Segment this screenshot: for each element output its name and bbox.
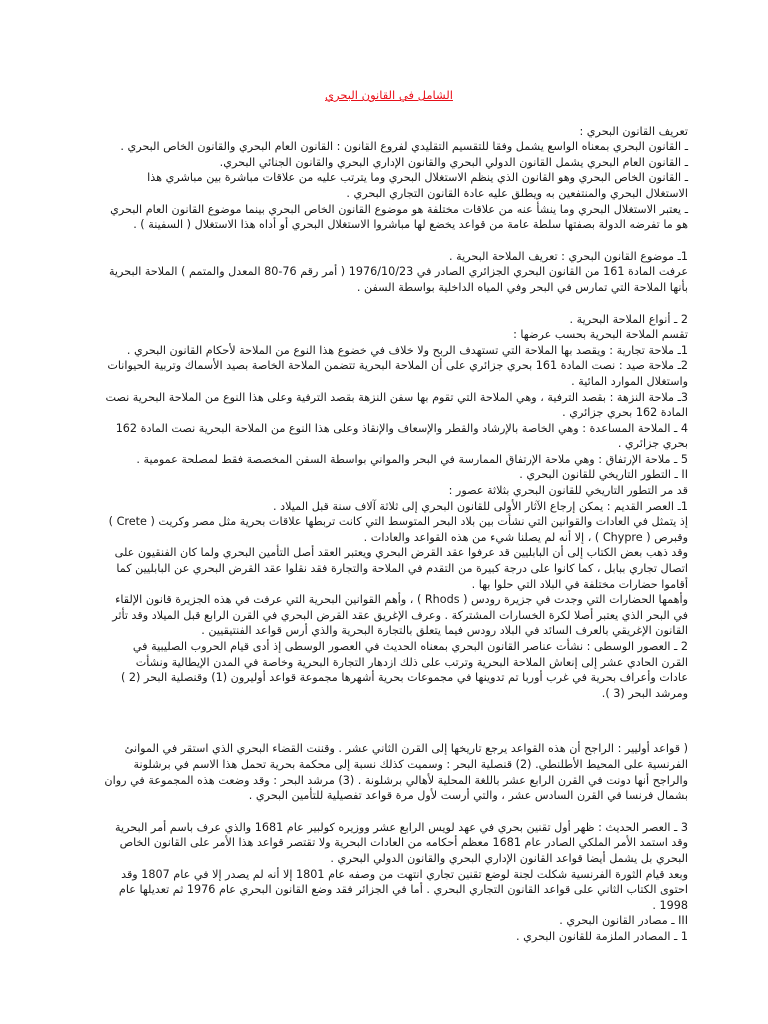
text-line: ـ القانون العام البحري يشمل القانون الدولي البحري والقانون الإداري البحري والقانون الجنائي البحري. <box>219 155 688 169</box>
text-line: 1ـ موضوع القانون البحري : تعريف الملاحة البحرية . <box>449 249 688 263</box>
text-line: 1ـ ملاحة تجارية : ويقصد بها الملاحة التي تستهدف الربح ولا خلاف في خضوع هذا النوع من الملاحة لأحكام القانون البحري . <box>126 343 688 357</box>
text-line: وأهمها الحضارات التي وجدت في جزيرة رودس ( Rhods ) ، وأهم القوانين البحرية التي عرفت في هذه الجزيرة قانون الإلقاء <box>115 593 688 607</box>
text-line: اتصال تجاري ببابل ، كما كانوا على درجة كبيرة من التقدم في الملاحة والتجارة فقد نقلوا عقد القرض البحري عن البابليين كما <box>116 562 688 576</box>
text-line: عادات وأعراف بحرية في غرب أوربا تم تدوينها في مجموعات بحرية أشهرها مجموعة قواعد أوليرون (1) وقنصلية البحر (2 ) <box>120 671 688 685</box>
paragraph-gap <box>90 701 688 741</box>
text-line: ـ يعتبر الاستغلال البحري وما ينشأ عنه من علاقات مختلفة هو موضوع القانون الخاص البحري بينما موضوع القانون العام البحري <box>110 202 688 216</box>
text-line: وقد استمد الأمر الملكي الصادر عام 1681 معظم أحكامه من العادات البحرية ولا تقتصر قواعد هذا الأمر على القانون الخاص <box>119 836 688 850</box>
text-line: 2ـ ملاحة صيد : نصت المادة 161 بحري جزائري على أن الملاحة البحرية تتضمن الملاحة الخاصة بصيد الأسماك وتربية الحيوانات <box>107 359 688 373</box>
paragraph-gap <box>90 233 688 249</box>
text-line: 5 ـ ملاحة الإرتفاق : وهي ملاحة الإرتفاق الممارسة في البحر والمواني بواسطة السفن المخصصة فقط لمصلحة عمومية . <box>136 452 688 466</box>
document-page <box>90 88 688 945</box>
text-line: 2 ـ العصور الوسطى : نشأت عناصر القانون البحري بمعناه الحديث في العصور الوسطى إذ أدى قيام الحروب الصليبية في <box>132 640 688 653</box>
text-line: أقاموا حضارات مختلفة في البلاد التي حلوا بها . <box>471 577 688 591</box>
text-line: احتوى الكتاب الثاني على قواعد القانون التجاري البحري . أما في الجزائر فقد وضع القانون البحري عام 1976 ثم تعديلها عام <box>118 883 688 897</box>
text-line: 3ـ ملاحة النزهة : بقصد الترفية ، وهي الملاحة التي تقوم بها سفن النزهة بقصد الترفية وعلى هذا النوع من الملاحة البحرية نصت <box>105 390 688 404</box>
text-line: 1998 . <box>652 898 688 912</box>
text-line: ( قواعد أوليير : الراجح أن هذه القواعد يرجع تاريخها إلى القرن الثاني عشر . وقننت القضاء البحري الذي استقر في الموانئ <box>124 742 688 756</box>
text-line: ـ القانون الخاص البحري وهو القانون الذي ينظم الاستغلال البحري وما يترتب عليه من علاقات مباشرة بين مباشري هذا <box>147 171 688 185</box>
text-line: بأنها الملاحة التي تمارس في البحر وفي المياه الداخلية بواسطة السفن . <box>356 280 688 294</box>
text-line: المادة 162 بحري جزائري . <box>562 406 688 420</box>
text-line: واستغلال الموارد المائية . <box>571 374 688 388</box>
text-line: ومرشد البحر (3 ). <box>601 686 688 700</box>
text-line: عرفت المادة 161 من القانون البحري الجزائري الصادر في 1976/10/23 ( أمر رقم 76-80 المعدل والمتمم ) الملاحة البحرية <box>108 265 688 279</box>
text-line: 1 ـ المصادر الملزمة للقانون البحري . <box>516 929 688 943</box>
text-line: قد مر التطور التاريخي للقانون البحري بثلاثة عصور : <box>448 484 688 498</box>
text-line: ـ القانون البحري بمعناه الواسع يشمل وفقا للتقسيم التقليدي لفروع القانون : القانون العام البحري والقانون الخاص البحري . <box>120 140 688 154</box>
text-line: والراجح أنها دونت في القرن الرابع عشر باللغة المحلية لأهالي برشلونة . (3) مرشد البحر : وقد وضعت هذه المجموعة في روان <box>104 773 688 787</box>
text-line: بشمال فرنسا في القرن السادس عشر ، والتي أرست لأول مرة قواعد تفصيلية للتأمين البحري . <box>248 789 688 803</box>
text-line: بحري جزائري . <box>617 437 688 451</box>
text-line: 3 ـ العصر الحديث : ظهر أول تقنين بحري في عهد لويس الرابع عشر ووزيره كولبير عام 1681 والذي عرف باسم أمر البحرية <box>114 820 688 834</box>
text-line: الاستغلال البحري والمنتفعين به ويطلق عليه عادة القانون التجاري البحري . <box>346 186 688 200</box>
document-body <box>90 124 688 945</box>
text-line: البحري بل يشمل أيضا قواعد القانون الإداري البحري والقانون الدولي البحري . <box>330 851 688 865</box>
text-line: III ـ مصادر القانون البحري . <box>559 914 688 928</box>
text-line: 4 ـ الملاحة المساعدة : وهي الخاصة بالإرشاد والقطر والإسعاف والإنقاذ وعلى هذا النوع من الملاحة البحرية نصت المادة 162 <box>115 421 688 435</box>
text-line: 1ـ العصر القديم : يمكن إرجاع الآثار الأولى للقانون البحري إلى ثلاثة آلاف سنة قبل الميلاد . <box>273 499 688 513</box>
text-line: II ـ التطور التاريخي للقانون البحري . <box>519 468 688 482</box>
text-line: وقد ذهب بعض الكتاب إلى أن البابليين قد عرفوا عقد القرض البحري ويعتبر العقد أصل التأمين البحري ولما كان الفنقيون على <box>114 546 688 560</box>
text-line: تعريف القانون البحري : <box>579 124 688 138</box>
text-line: في البحر الذي يعتبر أصلا لكرة الخسارات المشتركة . وعرف الإغريق عقد القرض البحري في القرن الرابع قبل الميلاد وقد تأثر <box>112 608 688 622</box>
text-line: وقبرص ( Chypre ) ، إلا أنه لم يصلنا شيء من هذه القواعد والعادات . <box>363 530 688 544</box>
text-line: وبعد قيام الثورة الفرنسية شكلت لجنة لوضع تقنين تجاري انتهت من وصفه عام 1801 إلا أنه لم يصدر إلا في عام 1807 وقد <box>121 867 688 881</box>
paragraph-gap <box>90 804 688 820</box>
text-line: إذ يتمثل في العادات والقوانين التي نشأت بين بلاد البحر المتوسط التي كانت تربطها علاقات بحرية مثل مصر وكريت ( Crete ) <box>108 515 688 529</box>
text-line: تقسم الملاحة البحرية بحسب عرضها : <box>513 328 688 342</box>
text-line: 2 ـ أنواع الملاحة البحرية . <box>569 312 688 326</box>
text-line: هو ما تفرضه الدولة بصفتها سلطة عامة من قواعد يخضع لها مباشروا الاستغلال البحري أو أداه هذا الاستغلال ( السفينة ) . <box>133 218 688 232</box>
text-line: القرن الحادي عشر إلى إنعاش الملاحة البحرية وترتب على ذلك ازدهار التجارة البحرية وخاصة في المدن الإيطالية ونشأت <box>135 655 688 669</box>
text-line: القانون الإغريقي بالعرف السائد في البلاد رودس فيما يتعلق بالتجارة البحرية والذي أرس قواعد الفنتيقيين . <box>201 624 688 638</box>
document-title: الشامل في القانون البحري <box>325 88 453 102</box>
paragraph-gap <box>90 296 688 312</box>
text-line: الفرنسية على المحيط الأطلنطي. (2) قنصلية البحر : وسميت كذلك نسبة إلى محكمة بحرية تحمل هذا الاسم في برشلونة <box>133 757 688 771</box>
